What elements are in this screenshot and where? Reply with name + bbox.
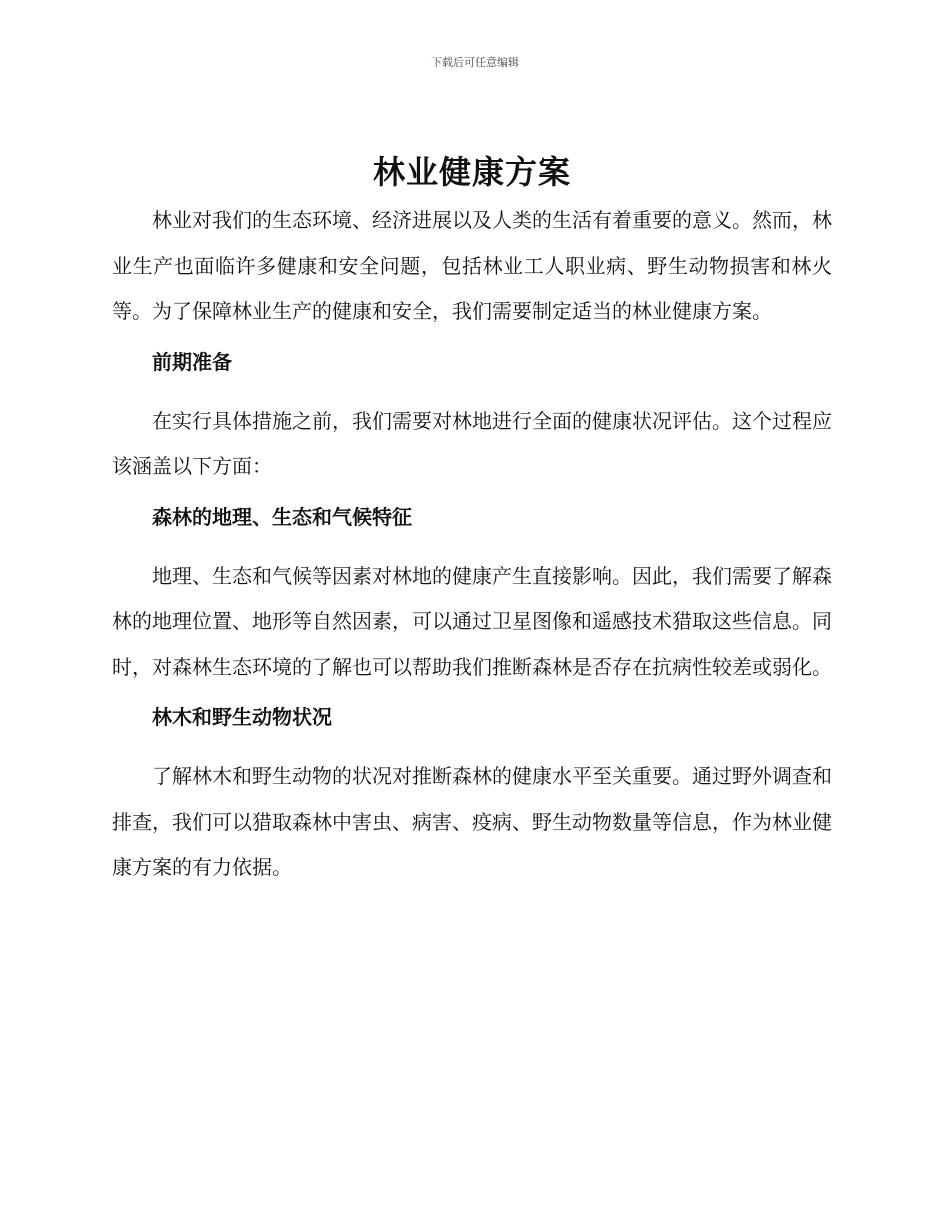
intro-paragraph: 林业对我们的生态环境、经济进展以及人类的生活有着重要的意义。然而，林业生产也面临许多健康和安全问题，包括林业工人职业病、野生动物损害和林火等。为了保障林业生产的健康和安全，我们需要制定适当的林业健康方案。: [112, 208, 832, 323]
header-note: 下载后可任意编辑: [431, 56, 519, 69]
section-heading-preparation: 前期准备: [152, 349, 232, 374]
section-heading-wildlife: 林木和野生动物状况: [152, 705, 332, 729]
document-body: [112, 150, 832, 891]
document-title: 林业健康方案: [372, 153, 571, 191]
geography-paragraph: 地理、生态和气候等因素对林地的健康产生直接影响。因此，我们需要了解森林的地理位置、地形等自然因素，可以通过卫星图像和遥感技术猎取这些信息。同时，对森林生态环境的了解也可以帮助我们推断森林是否存在抗病性较差或弱化。: [112, 563, 832, 679]
wildlife-paragraph: 了解林木和野生动物的状况对推断森林的健康水平至关重要。通过野外调查和排查，我们可以猎取森林中害虫、病害、疫病、野生动物数量等信息，作为林业健康方案的有力依据。: [112, 764, 832, 879]
section-heading-geography: 森林的地理、生态和气候特征: [152, 504, 412, 529]
preparation-paragraph: 在实行具体措施之前，我们需要对林地进行全面的健康状况评估。这个过程应该涵盖以下方面：: [112, 408, 832, 478]
